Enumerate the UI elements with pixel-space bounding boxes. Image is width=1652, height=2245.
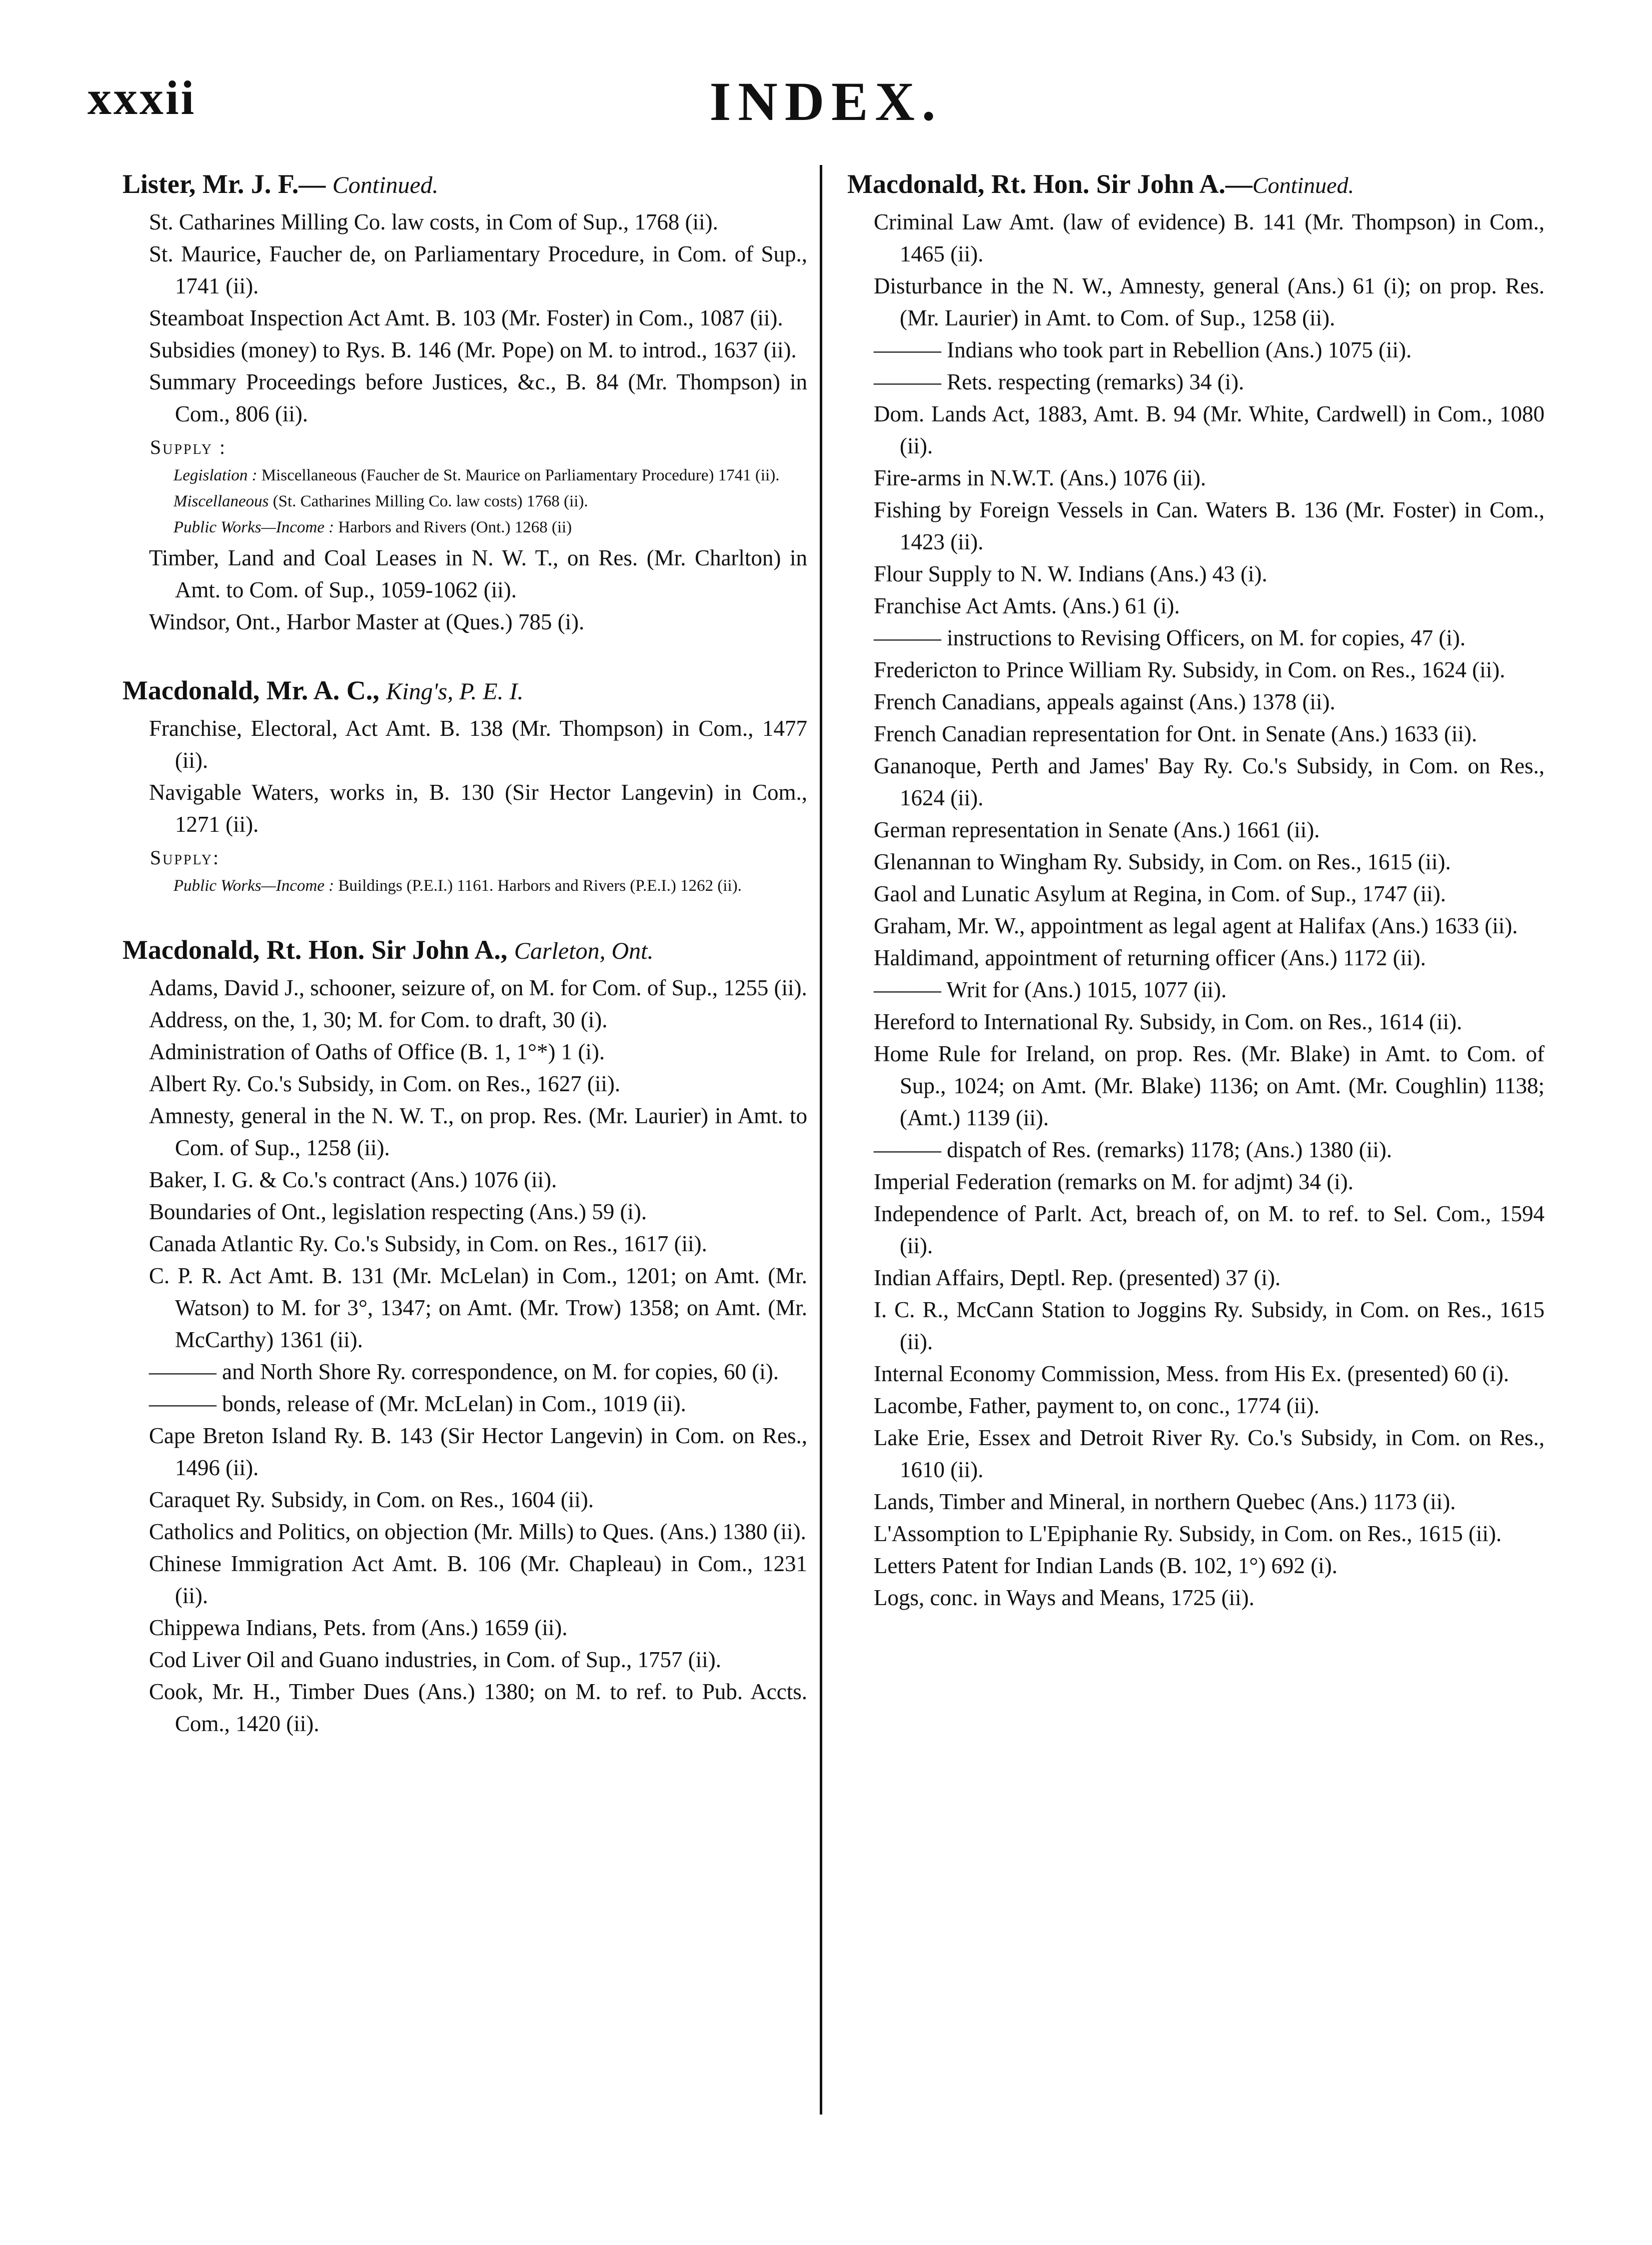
index-entry: St. Catharines Milling Co. law costs, in Com of Sup., 1768 (ii). <box>149 209 718 234</box>
index-entry: Indian Affairs, Deptl. Rep. (presented) 37 (i). <box>874 1265 1281 1290</box>
index-entry: German representation in Senate (Ans.) 1661 (ii). <box>874 817 1320 842</box>
index-entry: I. C. R., McCann Station to Joggins Ry. Subsidy, in Com. on Res., 1615 (ii). <box>874 1297 1545 1354</box>
index-entry: Administration of Oaths of Office (B. 1, 1°*) 1 (i). <box>149 1039 605 1064</box>
column-divider <box>820 165 822 2115</box>
supply-item-label: Public Works—Income : <box>173 877 334 895</box>
index-entry: Gaol and Lunatic Asylum at Regina, in Com. of Sup., 1747 (ii). <box>874 881 1446 906</box>
section-heading <box>122 167 807 202</box>
heading-name: Macdonald, Mr. A. C., <box>122 675 380 705</box>
page-number: xxxii <box>87 71 196 124</box>
index-entry: L'Assomption to L'Epiphanie Ry. Subsidy, in Com. on Res., 1615 (ii). <box>874 1521 1502 1546</box>
index-entry: Boundaries of Ont., legislation respecting (Ans.) 59 (i). <box>149 1199 647 1224</box>
supply-item <box>122 490 807 513</box>
index-entry: Gananoque, Perth and James' Bay Ry. Co.'s Subsidy, in Com. on Res., 1624 (ii). <box>874 753 1545 810</box>
index-entry: Home Rule for Ireland, on prop. Res. (Mr. Blake) in Amt. to Com. of Sup., 1024; on Amt. (Mr. Blake) 1136; on Amt. (Mr. Coughlin) 1138; (Amt.) 1139 (ii). <box>874 1041 1545 1130</box>
supply-item <box>122 516 807 539</box>
section-heading <box>122 933 807 968</box>
index-entry: ——— and North Shore Ry. correspondence, on M. for copies, 60 (i). <box>149 1359 779 1384</box>
index-entry: Timber, Land and Coal Leases in N. W. T., on Res. (Mr. Charlton) in Amt. to Com. of Sup., 1059-1062 (ii). <box>149 545 807 602</box>
supply-label: Supply : <box>150 436 227 458</box>
index-entry: Catholics and Politics, on objection (Mr. Mills) to Ques. (Ans.) 1380 (ii). <box>149 1519 806 1544</box>
section-heading <box>122 674 807 708</box>
index-entry: Caraquet Ry. Subsidy, in Com. on Res., 1604 (ii). <box>149 1487 594 1512</box>
index-entry: Lacombe, Father, payment to, on conc., 1774 (ii). <box>874 1393 1320 1418</box>
index-entry: Amnesty, general in the N. W. T., on prop. Res. (Mr. Laurier) in Amt. to Com. of Sup., 1258 (ii). <box>149 1103 807 1160</box>
supply-item <box>122 874 807 897</box>
index-entry: Cod Liver Oil and Guano industries, in Com. of Sup., 1757 (ii). <box>149 1647 721 1672</box>
index-section <box>122 167 807 638</box>
supply-label: Supply: <box>150 846 220 869</box>
supply-item <box>122 464 807 487</box>
index-entry: Lands, Timber and Mineral, in northern Quebec (Ans.) 1173 (ii). <box>874 1489 1456 1514</box>
heading-name: Macdonald, Rt. Hon. Sir John A., <box>122 935 508 965</box>
heading-note: Continued. <box>1252 172 1354 198</box>
index-entry: Letters Patent for Indian Lands (B. 102, 1°) 692 (i). <box>874 1553 1338 1578</box>
index-entry: Dom. Lands Act, 1883, Amt. B. 94 (Mr. White, Cardwell) in Com., 1080 (ii). <box>874 401 1545 458</box>
index-entry: Adams, David J., schooner, seizure of, on M. for Com. of Sup., 1255 (ii). <box>149 975 807 1000</box>
index-entry: Fredericton to Prince William Ry. Subsidy, in Com. on Res., 1624 (ii). <box>874 657 1506 682</box>
index-entry: Summary Proceedings before Justices, &c., B. 84 (Mr. Thompson) in Com., 806 (ii). <box>149 369 807 426</box>
right-column <box>847 167 1545 2217</box>
supply-item-text: Harbors and Rivers (Ont.) 1268 (ii) <box>338 518 572 536</box>
index-entry: Baker, I. G. & Co.'s contract (Ans.) 1076 (ii). <box>149 1167 557 1192</box>
index-entry: Navigable Waters, works in, B. 130 (Sir Hector Langevin) in Com., 1271 (ii). <box>149 780 807 837</box>
index-entry: Chippewa Indians, Pets. from (Ans.) 1659 (ii). <box>149 1615 568 1640</box>
section-heading <box>847 167 1545 202</box>
supply-item-text: (St. Catharines Milling Co. law costs) 1768 (ii). <box>272 492 588 510</box>
index-entry: ——— Indians who took part in Rebellion (Ans.) 1075 (ii). <box>874 337 1412 362</box>
index-entry: Flour Supply to N. W. Indians (Ans.) 43 (i). <box>874 561 1268 586</box>
index-entry: Imperial Federation (remarks on M. for adjmt) 34 (i). <box>874 1169 1354 1194</box>
left-column <box>122 167 807 2217</box>
supply-item-label: Public Works—Income : <box>173 518 334 536</box>
heading-note: King's, P. E. I. <box>386 678 524 705</box>
index-entry: Graham, Mr. W., appointment as legal agent at Halifax (Ans.) 1633 (ii). <box>874 913 1518 938</box>
index-entry: ——— dispatch of Res. (remarks) 1178; (Ans.) 1380 (ii). <box>874 1137 1392 1162</box>
index-entry: ——— instructions to Revising Officers, on M. for copies, 47 (i). <box>874 625 1466 650</box>
index-entry: Albert Ry. Co.'s Subsidy, in Com. on Res., 1627 (ii). <box>149 1071 621 1096</box>
index-entry: C. P. R. Act Amt. B. 131 (Mr. McLelan) in Com., 1201; on Amt. (Mr. Watson) to M. for 3°, 1347; on Amt. (Mr. Trow) 1358; on Amt. (Mr. McCarthy) 1361 (ii). <box>149 1263 807 1352</box>
index-entry: Steamboat Inspection Act Amt. B. 103 (Mr. Foster) in Com., 1087 (ii). <box>149 305 783 330</box>
index-entry: Criminal Law Amt. (law of evidence) B. 141 (Mr. Thompson) in Com., 1465 (ii). <box>874 209 1545 266</box>
index-entry: French Canadians, appeals against (Ans.) 1378 (ii). <box>874 689 1336 714</box>
index-entry: Internal Economy Commission, Mess. from His Ex. (presented) 60 (i). <box>874 1361 1510 1386</box>
index-entry: ——— bonds, release of (Mr. McLelan) in Com., 1019 (ii). <box>149 1391 686 1416</box>
heading-name: Lister, Mr. J. F.— <box>122 169 326 199</box>
index-entry: Fire-arms in N.W.T. (Ans.) 1076 (ii). <box>874 465 1206 490</box>
index-entry: Disturbance in the N. W., Amnesty, general (Ans.) 61 (i); on prop. Res. (Mr. Laurier) in Amt. to Com. of Sup., 1258 (ii). <box>874 273 1545 330</box>
heading-name: Macdonald, Rt. Hon. Sir John A.— <box>847 169 1253 199</box>
index-entry: Hereford to International Ry. Subsidy, in Com. on Res., 1614 (ii). <box>874 1009 1463 1034</box>
index-entry: St. Maurice, Faucher de, on Parliamentary Procedure, in Com. of Sup., 1741 (ii). <box>149 241 807 298</box>
index-entry: Canada Atlantic Ry. Co.'s Subsidy, in Com. on Res., 1617 (ii). <box>149 1231 707 1256</box>
index-section <box>122 674 807 897</box>
index-entry: Franchise, Electoral, Act Amt. B. 138 (Mr. Thompson) in Com., 1477 (ii). <box>149 716 807 773</box>
index-entry: Chinese Immigration Act Amt. B. 106 (Mr. Chapleau) in Com., 1231 (ii). <box>149 1551 807 1608</box>
index-entry: Independence of Parlt. Act, breach of, on M. to ref. to Sel. Com., 1594 (ii). <box>874 1201 1545 1258</box>
index-entry: Address, on the, 1, 30; M. for Com. to draft, 30 (i). <box>149 1007 608 1032</box>
index-entry: Subsidies (money) to Rys. B. 146 (Mr. Pope) on M. to introd., 1637 (ii). <box>149 337 797 362</box>
index-entry: Franchise Act Amts. (Ans.) 61 (i). <box>874 593 1180 618</box>
index-entry: Cape Breton Island Ry. B. 143 (Sir Hector Langevin) in Com. on Res., 1496 (ii). <box>149 1423 807 1480</box>
index-entry: ——— Writ for (Ans.) 1015, 1077 (ii). <box>874 977 1227 1002</box>
supply-item-text: Buildings (P.E.I.) 1161. Harbors and Rivers (P.E.I.) 1262 (ii). <box>338 877 742 895</box>
page-title: INDEX. <box>709 71 943 132</box>
supply-item-label: Miscellaneous <box>173 492 269 510</box>
supply-item-label: Legislation : <box>173 466 257 484</box>
supply-item-text: Miscellaneous (Faucher de St. Maurice on Parliamentary Procedure) 1741 (ii). <box>261 466 780 484</box>
index-section <box>122 933 807 1740</box>
index-entry: Logs, conc. in Ways and Means, 1725 (ii). <box>874 1585 1255 1610</box>
index-entry: Windsor, Ont., Harbor Master at (Ques.) 785 (i). <box>149 609 585 634</box>
heading-note: Continued. <box>332 172 439 198</box>
index-entry: Fishing by Foreign Vessels in Can. Waters B. 136 (Mr. Foster) in Com., 1423 (ii). <box>874 497 1545 554</box>
index-entry: French Canadian representation for Ont. in Senate (Ans.) 1633 (ii). <box>874 721 1478 746</box>
index-entry: Glenannan to Wingham Ry. Subsidy, in Com. on Res., 1615 (ii). <box>874 849 1451 874</box>
index-entry: Lake Erie, Essex and Detroit River Ry. Co.'s Subsidy, in Com. on Res., 1610 (ii). <box>874 1425 1545 1482</box>
index-entry: Haldimand, appointment of returning officer (Ans.) 1172 (ii). <box>874 945 1426 970</box>
index-entry: Cook, Mr. H., Timber Dues (Ans.) 1380; on M. to ref. to Pub. Accts. Com., 1420 (ii). <box>149 1679 807 1736</box>
heading-note: Carleton, Ont. <box>514 938 654 964</box>
index-entry: ——— Rets. respecting (remarks) 34 (i). <box>874 369 1245 394</box>
